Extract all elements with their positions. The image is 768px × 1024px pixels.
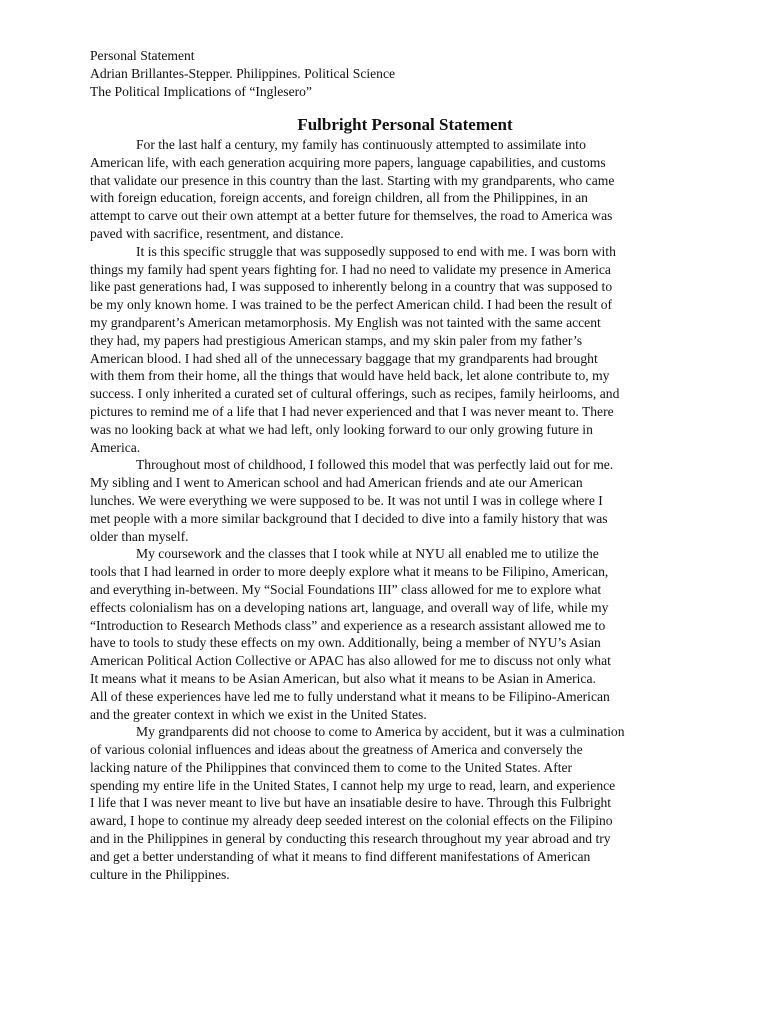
paragraph-line: America. (90, 439, 141, 455)
paragraph-line: with them from their home, all the things that would have held back, let alone contribute to, my (90, 368, 610, 384)
paragraph-line: It is this specific struggle that was supposedly supposed to end with me. I was born with (136, 243, 616, 259)
paragraph-line: Throughout most of childhood, I followed this model that was perfectly laid out for me. (136, 457, 614, 473)
paragraph-line: and get a better understanding of what it means to find different manifestations of American (90, 848, 591, 864)
paragraph-line: was no looking back at what we had left, only looking forward to our only growing future in (90, 421, 593, 437)
paragraph-line: For the last half a century, my family has continuously attempted to assimilate into (136, 137, 586, 152)
paragraph-line: like past generations had, I was supposed to inherently belong in a country that was supposed to (90, 279, 613, 295)
body-paragraph (90, 545, 720, 723)
paragraph-line: be my only known home. I was trained to be the perfect American child. I had been the result of (90, 297, 613, 313)
document-page (90, 47, 720, 883)
header-topic-line: The Political Implications of “Inglesero” (90, 84, 312, 99)
paragraph-line: My coursework and the classes that I took while at NYU all enabled me to utilize the (136, 546, 599, 562)
paragraph-line: tools that I had learned in order to more deeply explore what it means to be Filipino, American, (90, 564, 609, 580)
paragraph-line: It means what it means to be Asian American, but also what it means to be Asian in America. (90, 670, 596, 686)
header-author-line: Adrian Brillantes-Stepper. Philippines. Political Science (90, 66, 396, 81)
document-title: Fulbright Personal Statement (297, 115, 513, 134)
body-paragraph (90, 243, 720, 457)
document-body (90, 136, 720, 883)
paragraph-line: All of these experiences have led me to fully understand what it means to be Filipino-American (90, 688, 610, 704)
paragraph-line: culture in the Philippines. (90, 866, 230, 882)
body-paragraph (90, 456, 720, 545)
document-header (90, 47, 720, 101)
paragraph-line: “Introduction to Research Methods class” and experience as a research assistant allowed me to (90, 617, 606, 633)
paragraph-line: award, I hope to continue my already deep seeded interest on the colonial effects on the Filipino (90, 813, 613, 829)
paragraph-line: effects colonialism has on a developing nations art, language, and overall way of life, while my (90, 599, 609, 615)
paragraph-line: and in the Philippines in general by conducting this research throughout my year abroad and try (90, 831, 611, 847)
paragraph-line: success. I only inherited a curated set of cultural offerings, such as recipes, family heirlooms, and (90, 386, 620, 402)
paragraph-line: lacking nature of the Philippines that convinced them to come to the United States. After (90, 759, 573, 775)
paragraph-line: my grandparent’s American metamorphosis. My English was not tainted with the same accent (90, 314, 601, 330)
paragraph-line: My grandparents did not choose to come to America by accident, but it was a culmination (136, 724, 625, 740)
paragraph-line: American Political Action Collective or APAC has also allowed for me to discuss not only what (90, 653, 611, 669)
body-paragraph (90, 136, 720, 243)
paragraph-line: met people with a more similar background that I decided to dive into a family history that was (90, 510, 608, 526)
paragraph-line: spending my entire life in the United States, I cannot help my urge to read, learn, and experience (90, 777, 616, 793)
paragraph-line: lunches. We were everything we were supposed to be. It was not until I was in college where I (90, 492, 603, 508)
paragraph-line: with foreign education, foreign accents, and foreign children, all from the Philippines, in an (90, 190, 588, 206)
paragraph-line: older than myself. (90, 528, 189, 544)
paragraph-line: My sibling and I went to American school and had American friends and ate our American (90, 475, 583, 491)
paragraph-line: have to tools to study these effects on my own. Additionally, being a member of NYU’s Asian (90, 635, 601, 651)
paragraph-line: attempt to carve out their own attempt at a better future for themselves, the road to America was (90, 208, 613, 224)
paragraph-line: and the greater context in which we exist in the United States. (90, 706, 427, 722)
paragraph-line: pictures to remind me of a life that I had never experienced and that I was never meant to. There (90, 403, 614, 419)
paragraph-line: that validate our presence in this country than the last. Starting with my grandparents, who came (90, 172, 615, 188)
paragraph-line: paved with sacrifice, resentment, and distance. (90, 225, 344, 241)
paragraph-line: American blood. I had shed all of the unnecessary baggage that my grandparents had brought (90, 350, 598, 366)
body-paragraph (90, 723, 720, 883)
paragraph-line: and everything in-between. My “Social Foundations III” class allowed for me to explore what (90, 581, 602, 597)
paragraph-line: they had, my papers had prestigious American stamps, and my skin paler from my father’s (90, 332, 583, 348)
paragraph-line: I life that I was never meant to live but have an insatiable desire to have. Through this Fulbright (90, 795, 612, 811)
paragraph-line: things my family had spent years fighting for. I had no need to validate my presence in America (90, 261, 611, 277)
header-label: Personal Statement (90, 48, 195, 63)
paragraph-line: American life, with each generation acquiring more papers, language capabilities, and customs (90, 154, 606, 170)
paragraph-line: of various colonial influences and ideas about the greatness of America and conversely the (90, 742, 583, 758)
